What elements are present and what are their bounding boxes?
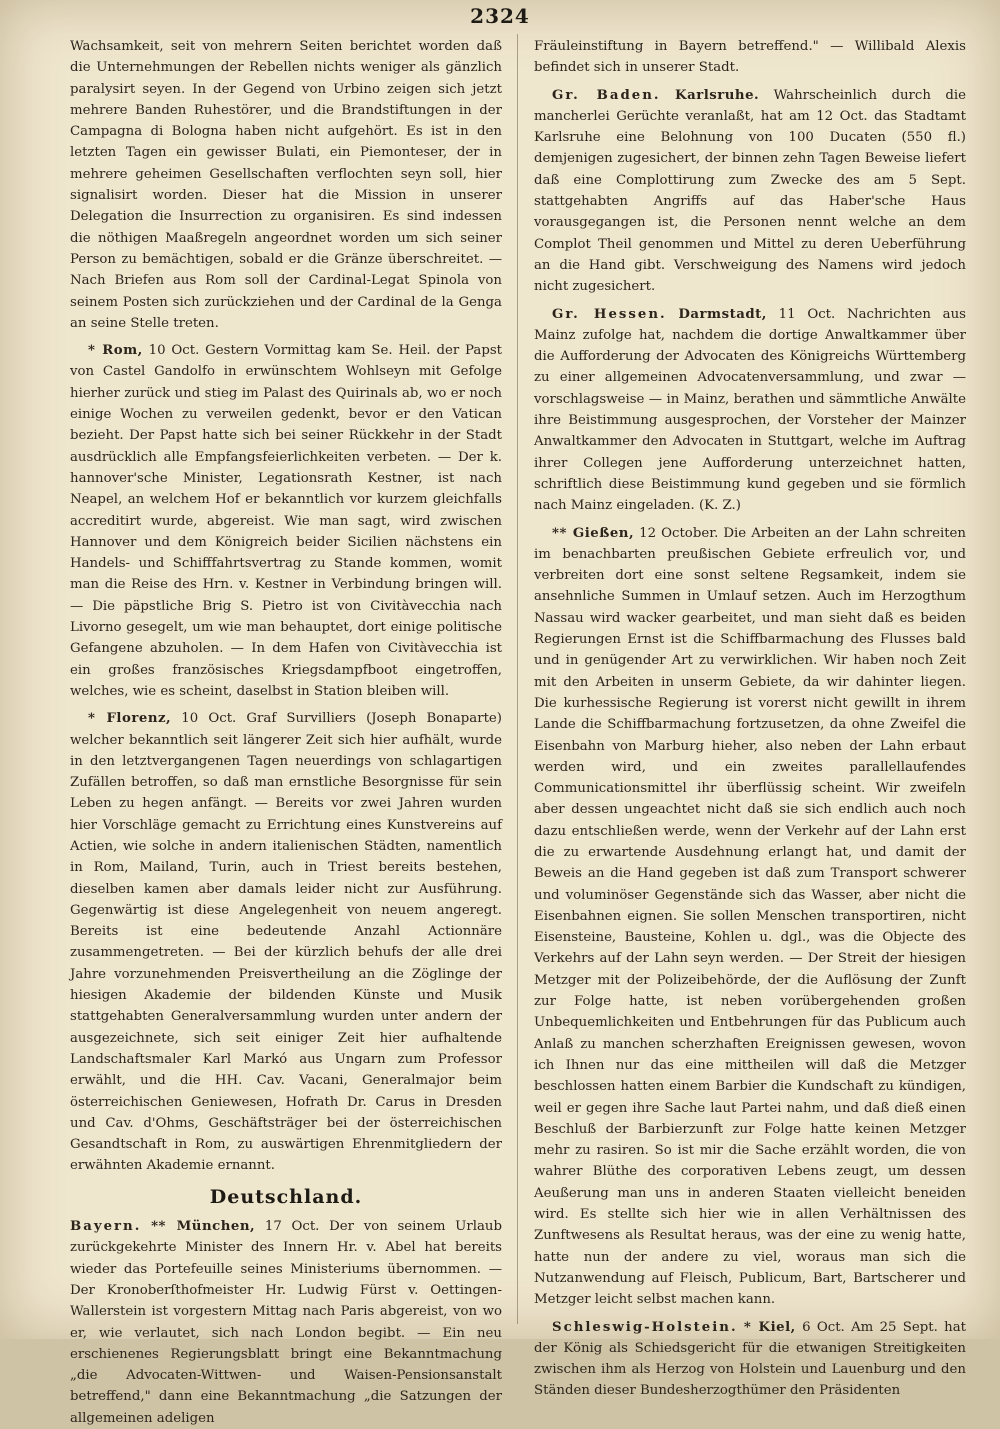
article-muenchen-text: 17 Oct. Der von seinem Urlaub zurückgekehrte Minister des Innern Hr. v. Abel hat bereits wieder das Portefeuille seines Ministeriums übernommen. — Der Kronoberſthofmeister Hr. Ludwig Fürst v. Oettingen-Wallerstein ist vorgestern Mittag nach Paris abgereist, von wo er, wie verlautet, sich nach London begibt. — Ein neu erschienenes Regierungsblatt bringt eine Bekanntmachung „die Advocaten-Wittwen- und Waisen-Pensionsanstalt betreffend," dann eine Bekanntmachung „die Satzungen der allgemeinen adeligen: [70, 1219, 502, 1426]
dateline-muenchen: ** München,: [151, 1219, 256, 1235]
page-number: 2324: [470, 4, 530, 28]
article-muenchen: [70, 1216, 502, 1429]
right-column: [534, 36, 967, 1399]
dateline-florenz: * Florenz,: [88, 711, 172, 727]
region-label-hessen: Gr. Hessen.: [552, 306, 667, 322]
dateline-giessen: ** Gießen,: [552, 525, 635, 541]
article-kiel-text: 6 Oct. Am 25 Sept. hat der König als Schiedsgericht für die etwanigen Streitigkeiten zwischen ihm als Herzog von Holstein und Lauenburg und den Ständen dieser Bundesherzogthümer den Präsidenten: [534, 1319, 966, 1399]
article-florenz: [70, 708, 502, 1177]
region-label-holstein: Schleswig-Holstein.: [552, 1319, 738, 1335]
left-column: [70, 36, 502, 1426]
article-darmstadt-text: 11 Oct. Nachrichten aus Mainz zufolge hat, nachdem die dortige Anwaltkammer über die Aufforderung der Advocaten des Königreichs Württemberg zu einer allgemeinen Advocatenversammlung, und zwar — vorschlagsweise — in Mainz, berathen und sämmtliche Anwälte ihre Beistimmung ausgesprochen, der Vorsteher der Mainzer Anwaltkammer den Advocaten in Stuttgart, welche im Auftrag ihrer Collegen jene Aufforderung unterzeichnet hatten, schriftlich diese Beistimmung kund gegeben und sie förmlich nach Mainz eingeladen. (K. Z.): [534, 306, 966, 514]
dateline-rom: * Rom,: [88, 343, 143, 359]
article-rom: [70, 340, 502, 702]
region-label-baden: Gr. Baden.: [552, 87, 661, 103]
article-karlsruhe: [534, 85, 966, 298]
article-darmstadt: [534, 304, 966, 517]
article-florenz-text: 10 Oct. Graf Survilliers (Joseph Bonaparte) welcher bekanntlich seit längerer Zeit sich hier aufhält, wurde in den letztvergangenen Tagen neuerdings von schlagartigen Zufällen betroffen, so daß man ernstliche Besorgnisse für sein Leben zu hegen anfängt. — Bereits vor zwei Jahren wurden hier Vorschläge gemacht zu Errichtung eines Kunstvereins auf Actien, wie solche in andern italienischen Städten, namentlich in Rom, Mailand, Turin, auch in Triest bereits bestehen, dieselben kamen aber damals leider nicht zur Ausführung. Gegenwärtig ist diese Angelegenheit von neuem angeregt. Bereits ist eine bedeutende Anzahl Actionnäre zusammengetreten. — Bei der kürzlich behufs der alle drei Jahre vorzunehmenden Preisvertheilung an die Zöglinge der hiesigen Akademie der bildenden Künste und Musik stattgehabten Generalversammlung wurden unter andern der ausgezeichnete, sich seit einiger Zeit hier aufhaltende Landschaftsmaler Karl Markó aus Ungarn zum Professor erwählt, und die HH. Cav. Vacani, Generalmajor beim österreichischen Geniewesen, Hofrath Dr. Carus in Dresden und Cav. d'Ohms, Geschäftsträger bei der österreichischen Gesandtschaft in Rom, zu auswärtigen Ehrenmitgliedern der erwähnten Akademie ernannt.: [70, 711, 502, 1174]
section-heading: Deutschland.: [209, 1185, 363, 1208]
dateline-darmstadt: Darmstadt,: [678, 306, 767, 322]
article-paragraph: Wachsamkeit, seit von mehrern Seiten berichtet worden daß die Unternehmungen der Rebellen nichts weniger als gänzlich paralysirt seyen. In der Gegend von Urbino zeigen sich jetzt mehrere Banden Ruhestörer, und die Brandstiftungen in der Campagna di Bologna haben nicht aufgehört. Es ist in den letzten Tagen ein gewisser Bulati, ein Piemonteser, der in mehrere geheimen Gesellschaften verflochten seyn soll, hier signalisirt worden. Dieser hat die Mission in unserer Delegation die Insurrection zu organisiren. Es sind indessen die nöthigen Maaßregeln angeordnet worden um sich seiner Person zu bemächtigen, sobald er die Gränze überschreitet. — Nach Briefen aus Rom soll der Cardinal-Legat Spinola von seinem Posten sich zurückziehen und der Cardinal de la Genga an seine Stelle treten.: [70, 39, 502, 331]
column-divider: [517, 34, 518, 1324]
article-rom-text: 10 Oct. Gestern Vormittag kam Se. Heil. der Papst von Castel Gandolfo in erwünschtem Wohlseyn mit Gefolge hierher zurück und stieg im Palast des Quirinals ab, wo er noch einige Wochen zu verweilen gedenkt, bevor er den Vatican bezieht. Der Papst hatte sich bei seiner Rückkehr in der Stadt ausdrücklich alle Empfangsfeierlichkeiten verbeten. — Der k. hannover'sche Minister, Legationsrath Kestner, ist nach Neapel, an welchem Hof er bekanntlich vor kurzem gleichfalls accreditirt wurde, abgereist. Wie man sagt, wird zwischen Hannover und dem Königreich beider Sicilien nächstens ein Handels- und Schifffahrtsvertrag zu Stande kommen, womit man die Reise des Hrn. v. Kestner in Verbindung bringen will. — Die päpstliche Brig S. Pietro ist von Civitàvecchia nach Livorno gesegelt, um wie man behauptet, dort einige politische Gefangene abzuholen. — In dem Hafen von Civitàvecchia ist ein großes französisches Kriegsdampfboot eingetroffen, welches, wie es scheint, daselbst in Station bleiben will.: [70, 343, 502, 699]
article-continuation: Fräuleinstiftung in Bayern betreffend." — Willibald Alexis befindet sich in unserer Stadt.: [534, 39, 966, 76]
article-kiel: [534, 1317, 966, 1402]
article-giessen: [534, 523, 966, 1311]
dateline-karlsruhe: Karlsruhe.: [675, 87, 760, 103]
dateline-kiel: * Kiel,: [743, 1319, 796, 1335]
article-giessen-text: 12 October. Die Arbeiten an der Lahn schreiten im benachbarten preußischen Gebiete erfreulich vor, und verbreiten dort eine sonst seltene Regsamkeit, indem sie ansehnliche Summen in Umlauf setzen. Auch im Herzogthum Nassau wird wacker gearbeitet, und man sieht daß es beiden Regierungen Ernst ist die Schiffbarmachung des Flusses bald und in genügender Art zu verwirklichen. Wir haben noch Zeit mit den Arbeiten in unserm Gebiete, da wir dahinter liegen. Die kurhessische Regierung ist vorerst nicht gewillt in ihrem Lande die Schiffbarmachung fortzusetzen, da ohne Zweifel die Eisenbahn von Marburg hieher, also neben der Lahn erbaut werden wird, und ein zweites parallellaufendes Communicationsmittel ihr überflüssig scheint. Wir zweifeln aber dessen ungeachtet nicht daß sie sich endlich auch noch dazu entschließen werde, wenn der Verkehr auf der Lahn erst die zu erwartende Ausdehnung erlangt hat, und damit der Beweis an die Hand gegeben ist daß zum Transport schwerer und voluminöser Gegenstände sich das Wasser, aber nicht die Eisenbahnen eignen. Sie sollen Menschen transportiren, nicht Eisensteine, Bausteine, Kohlen u. dgl., was die Objecte des Verkehrs auf der Lahn seyn werden. — Der Streit der hiesigen Metzger mit der Polizeibehörde, der die Auflösung der Zunft zur Folge hatte, ist neben vorübergehenden großen Unbequemlichkeiten und Entbehrungen für das Publicum auch Anlaß zu manchen scherzhaften Ereignissen gewesen, wovon ich Ihnen nur das eine mittheilen will daß die Metzger beschlossen hatten einem Barbier die Kundschaft zu kündigen, weil er gegen ihre Sache laut Partei nahm, und daß dieß einen Beschluß der Barbierzunft zur Folge hatte keinen Metzger mehr zu rasiren. So ist mir die Sache erzählt worden, die von wahrer Blüthe des corporativen Lebens zeugt, um dessen Aeußerung man uns in anderen Staaten vielleicht beneiden wird. Es stellte sich hier wie in allen Verhältnissen des Zunftwesens als Resultat heraus, was der eine zu wenig hatte, hatte nun der andere zu viel, woraus man sich die Nutzanwendung auf Fleisch, Publicum, Bart, Bartscherer und Metzger leicht selbst machen kann.: [534, 525, 966, 1308]
region-label-bayern: Bayern.: [70, 1219, 142, 1235]
article-karlsruhe-text: Wahrscheinlich durch die mancherlei Gerüchte veranlaßt, hat am 12 Oct. das Stadtamt Karlsruhe eine Belohnung von 100 Ducaten (550 fl.) demjenigen zugesichert, der binnen zehn Tagen Beweise liefert daß eine Complottirung zum Zwecke des am 5 Sept. stattgehabten Angriffs auf das Haber'sche Haus vorausgegangen ist, die Personen nennt welche an dem Complot Theil genommen und Mittel zu deren Ueberführung an die Hand gibt. Verschweigung des Namens wird jedoch nicht zugesichert.: [534, 87, 967, 295]
